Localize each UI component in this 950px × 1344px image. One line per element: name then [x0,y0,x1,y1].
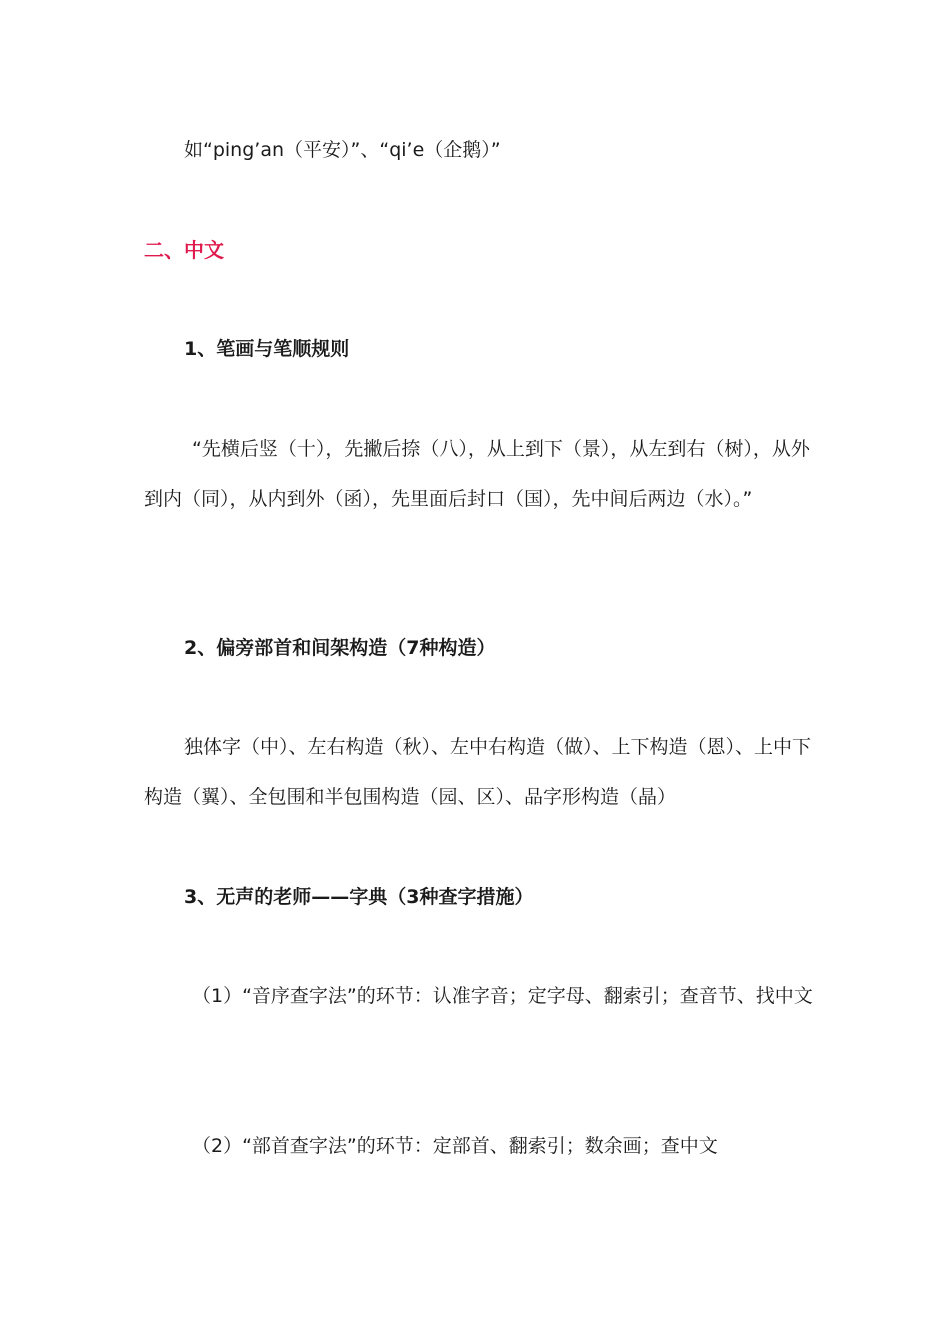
sub2-title: 2、偏旁部首和间架构造（7种构造） [184,637,496,659]
sub1-title: 1、笔画与笔顺规则 [184,338,350,360]
sub2-body [144,722,814,822]
sub3-item1-text: （1）“音序查字法”的环节：认准字音；定字母、翻索引；查音节、找中文 [192,985,813,1007]
sub3-item1 [144,971,814,1021]
pinyin-example-line: 如“ping’an（平安）”、“qi’e（企鹅）” [184,139,501,161]
sub3-title: 3、无声的老师——字典（3种查字措施） [184,886,534,908]
sub1-body-text: “先横后竖（十），先撇后捺（八），从上到下（景），从左到右（树），从外到内（同），从内到外（函），先里面后封口（国），先中间后两边（水）。” [144,438,810,510]
sub2-body-text: 独体字（中）、左右构造（秋）、左中右构造（做）、上下构造（恩）、上中下构造（翼）、全包围和半包围构造（园、区）、品字形构造（晶） [144,736,812,808]
sub1-body [144,424,814,524]
section-two-title: 二、中文 [144,238,224,262]
sub3-item2: （2）“部首查字法”的环节：定部首、翻索引；数余画；查中文 [192,1135,718,1157]
